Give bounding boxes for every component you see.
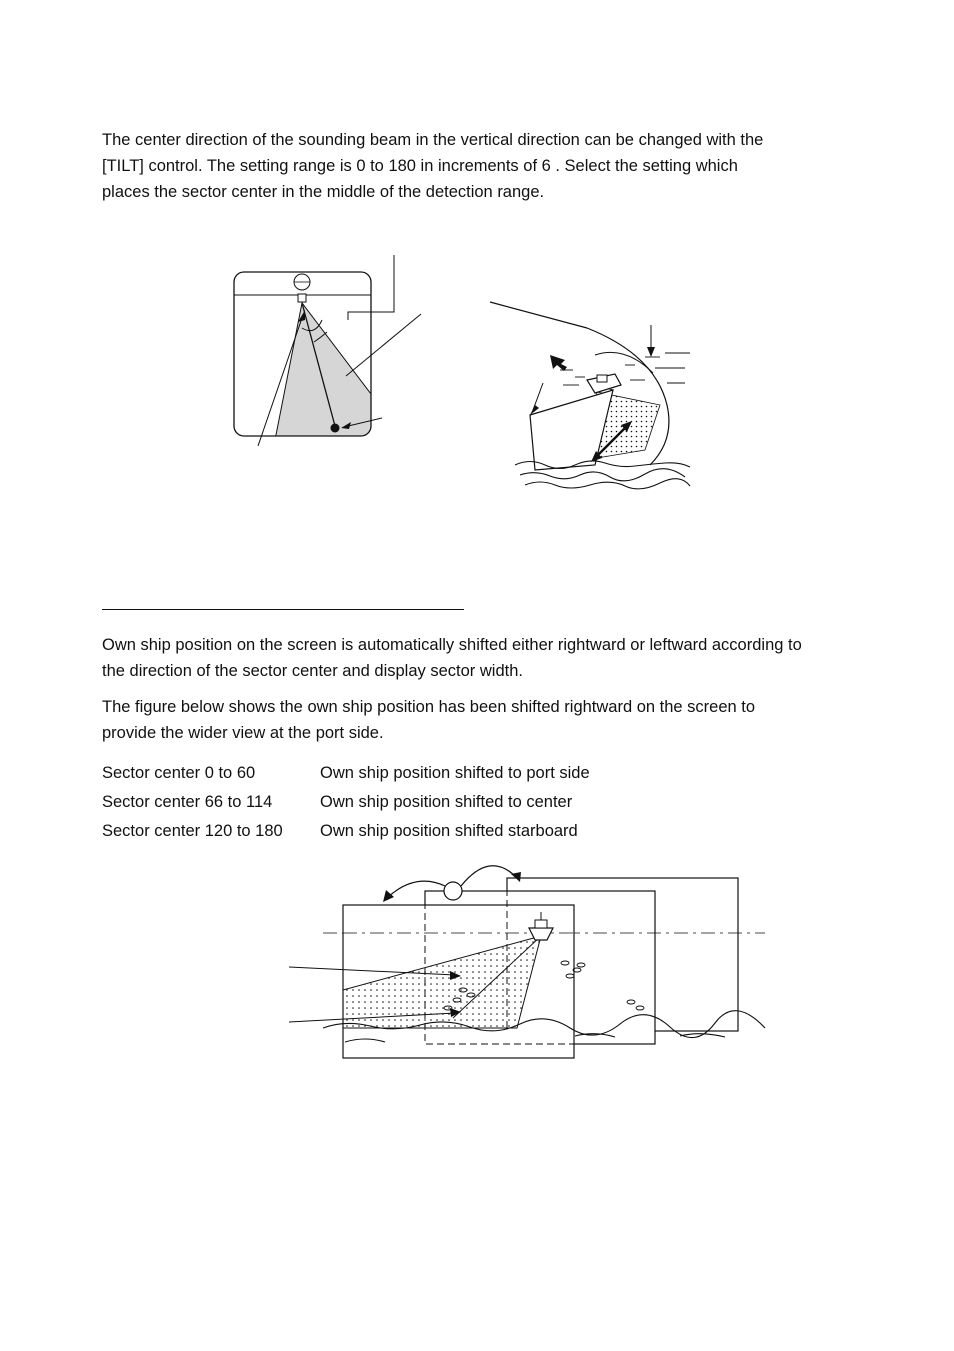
shift-p2-line-2: provide the wider view at the port side.	[102, 724, 384, 742]
intro-line-3: places the sector center in the middle of the detection range.	[102, 183, 545, 201]
sector-beam	[275, 303, 371, 440]
sector-table	[102, 760, 590, 847]
ship-icon	[587, 374, 621, 393]
beam-illustration	[485, 265, 700, 495]
leader-line	[490, 302, 587, 328]
table-row	[102, 818, 590, 847]
sector-center-cell: Sector center 66 to 114	[102, 793, 273, 811]
shift-paragraph-2	[102, 694, 755, 746]
table-row	[102, 760, 590, 789]
ship-position-cell: Own ship position shifted to port side	[320, 764, 590, 782]
shift-paragraph-1	[102, 632, 802, 684]
ship-position-cell: Own ship position shifted starboard	[320, 822, 578, 840]
target-dot	[331, 424, 340, 433]
sea-surface-dashes	[560, 353, 690, 385]
intro-line-2: [TILT] control. The setting range is 0 to 180 in increments of 6 . Select the setting which	[102, 157, 738, 175]
intro-paragraph	[102, 127, 763, 205]
section-heading-rule	[102, 609, 464, 610]
heading-arrow	[550, 355, 567, 371]
shift-p1-line-1: Own ship position on the screen is automatically shifted either rightward or leftward according to	[102, 636, 802, 654]
sector-center-cell: Sector center 0 to 60	[102, 764, 256, 782]
table-row	[102, 789, 590, 818]
ship-position-cell: Own ship position shifted to center	[320, 793, 573, 811]
sector-center-cell: Sector center 120 to 180	[102, 822, 283, 840]
shift-p2-line-1: The figure below shows the own ship position has been shifted rightward on the screen to	[102, 698, 756, 716]
shift-p1-line-2: the direction of the sector center and display sector width.	[102, 662, 523, 680]
ship-shift-figure	[285, 850, 770, 1065]
leader-line-2	[346, 314, 421, 376]
tilt-screen-figure	[225, 250, 425, 450]
intro-line-1: The center direction of the sounding beam in the vertical direction can be changed with the	[102, 131, 764, 149]
shift-pivot	[444, 882, 462, 900]
